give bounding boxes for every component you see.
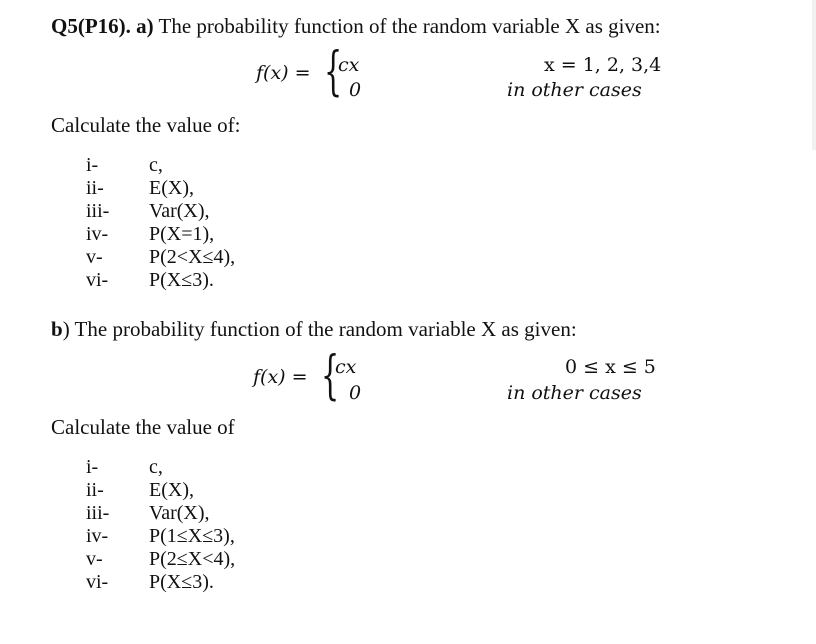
- left-brace-a: {: [324, 42, 343, 102]
- case2-value-a: 0: [349, 79, 362, 101]
- part-b-text: ) The probability function of the random variable X as given:: [62, 317, 577, 341]
- fx-label-a: f(x) =: [256, 62, 311, 84]
- case2-value-b: 0: [349, 382, 362, 404]
- document-page: Q5(P16). a) The probability function of the random variable X as given: f(x) = { cx 0 x = 1, 2, 3,4 in other cases Calculate the value of: i- c, ii- E(X), iii- Var(X), iv- P(X=1), v- P(2<X≤4), vi- P(X≤3). b) The probability function of the random variable X as given: f(x) = { cx 0 0 ≤ x ≤ 5 in other cases Calculate the value of i- c, ii- E(X), iii- Var(X), iv- P(1≤X≤3), v- P(2≤X<4), vi- P(X≤3).: [0, 0, 816, 644]
- case1-value-b: cx: [335, 356, 357, 378]
- fx-label-b: f(x) =: [253, 366, 308, 388]
- calculate-prompt-a: Calculate the value of:: [51, 113, 241, 137]
- page-edge-shadow: [812, 0, 816, 150]
- question-number: Q5(P16).: [51, 14, 131, 38]
- question-heading-b: [51, 317, 577, 342]
- case1-value-a: cx: [338, 54, 360, 76]
- part-a-text: The probability function of the random variable X as given:: [153, 14, 661, 38]
- part-label-a: a): [136, 14, 154, 38]
- part-label-b: b: [51, 317, 63, 341]
- calculate-prompt-b: Calculate the value of: [51, 415, 235, 439]
- question-heading-a: [51, 14, 661, 39]
- case1-condition-b: 0 ≤ x ≤ 5: [565, 356, 656, 378]
- case2-condition-a: in other cases: [507, 79, 642, 101]
- case1-condition-a: x = 1, 2, 3,4: [544, 54, 662, 76]
- case2-condition-b: in other cases: [507, 382, 642, 404]
- left-brace-b: {: [321, 346, 340, 406]
